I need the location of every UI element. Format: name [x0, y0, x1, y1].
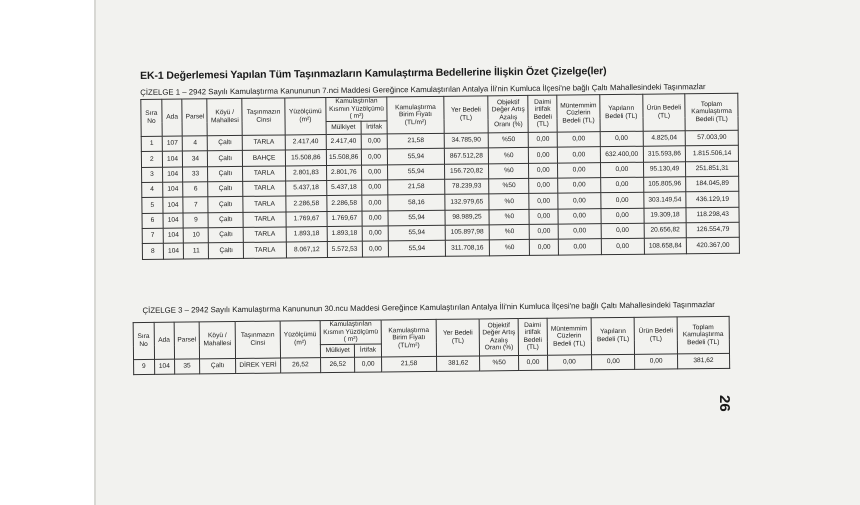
cell-yapilarin: 0,00 — [601, 223, 644, 239]
cell-yer: 78.239,93 — [444, 179, 489, 195]
cell-mutemmim: 0,00 — [558, 239, 601, 255]
col-yapilarin: Yapıların Bedeli (TL) — [591, 317, 635, 354]
cell-cins: TARLA — [243, 212, 286, 228]
col-birim: Kamulaştırma Birim Fiyatı (TL/m²) — [387, 96, 444, 133]
cell-toplam: 118.298,43 — [686, 207, 739, 223]
cell-yuzolcum: 26,52 — [280, 357, 321, 373]
cell-cins: TARLA — [243, 165, 286, 181]
cell-objektif: %50 — [479, 355, 519, 371]
cell-objektif: %0 — [489, 225, 529, 241]
cell-mulkiyet: 2.801,76 — [326, 165, 361, 181]
col-yer: Yer Bedeli (TL) — [443, 96, 488, 133]
col-yer: Yer Bedeli (TL) — [436, 319, 479, 356]
cell-cins: TARLA — [244, 242, 287, 258]
cell-yer: 105.897,98 — [445, 225, 490, 241]
cell-sira: 9 — [134, 359, 155, 375]
cell-irtifak: 0,00 — [361, 134, 388, 150]
col-objektif: Objektif Değer Artış Azalış Oranı (%) — [488, 95, 529, 132]
cell-yer: 156.720,82 — [444, 163, 489, 179]
cell-urun: 315.593,86 — [643, 146, 686, 162]
cell-cins: TARLA — [243, 196, 286, 212]
cell-ada: 104 — [162, 167, 183, 183]
cell-birim: 55,94 — [388, 148, 444, 164]
cell-birim: 21,58 — [381, 356, 437, 372]
cell-koy: Çaltı — [208, 135, 243, 151]
cell-yuzolcum: 1.893,18 — [286, 227, 327, 243]
col-toplam: Toplam Kamulaştırma Bedeli (TL) — [685, 93, 738, 130]
col-mulkiyet: Mülkiyet — [326, 121, 361, 134]
cell-parsel: 6 — [183, 182, 208, 198]
col-parsel: Parsel — [182, 99, 207, 136]
table1-body — [141, 130, 739, 259]
cell-mulkiyet: 15.508,86 — [326, 149, 361, 165]
cell-daimi: 0,00 — [529, 209, 558, 225]
cell-daimi: 0,00 — [529, 193, 558, 209]
cell-daimi: 0,00 — [519, 355, 547, 371]
cell-urun: 20.656,82 — [644, 223, 687, 239]
cell-daimi: 0,00 — [530, 240, 559, 256]
cell-cins: TARLA — [243, 227, 286, 243]
cell-daimi: 0,00 — [529, 132, 558, 148]
cell-sira: 2 — [141, 151, 162, 167]
cell-urun: 105.805,96 — [643, 177, 686, 193]
table3-caption: ÇİZELGE 3 – 2942 Sayılı Kamulaştırma Kanununun 30.ncu Maddesi Gereğince Kamulaştırılan Antalya İli'nin Kumluca İlçesi'ne bağlı Çaltı Mahallesindeki Taşınmazlar — [142, 299, 715, 315]
cell-yer: 311.708,16 — [445, 240, 490, 256]
cell-parsel: 33 — [183, 166, 208, 182]
col-daimi: Daimi irtifak Bedeli (TL) — [518, 318, 547, 355]
cell-parsel: 11 — [184, 243, 209, 259]
cell-ada: 104 — [162, 182, 183, 198]
cell-sira: 4 — [142, 182, 163, 198]
cell-toplam: 436.129,19 — [686, 192, 739, 208]
cell-koy: Çaltı — [208, 181, 243, 197]
table1 — [140, 93, 740, 260]
cell-objektif: %0 — [489, 148, 529, 164]
cell-objektif: %0 — [489, 209, 529, 225]
cell-cins: TARLA — [243, 181, 286, 197]
col-toplam: Toplam Kamulaştırma Bedeli (TL) — [677, 316, 730, 353]
cell-daimi: 0,00 — [530, 224, 559, 240]
cell-parsel: 4 — [183, 136, 208, 152]
cell-sira: 6 — [142, 213, 163, 229]
cell-ada: 104 — [163, 228, 184, 244]
cell-sira: 5 — [142, 198, 163, 214]
cell-toplam: 1.815.506,14 — [686, 145, 739, 161]
col-cins: Taşınmazın Cinsi — [242, 98, 285, 135]
col-yuzolcum: Yüzölçümü (m²) — [285, 98, 326, 135]
cell-mutemmim: 0,00 — [558, 193, 601, 209]
cell-yer: 132.979,65 — [444, 194, 489, 210]
cell-mulkiyet: 5.437,18 — [326, 180, 361, 196]
cell-urun: 19.309,18 — [644, 207, 687, 223]
cell-sira: 1 — [141, 136, 162, 152]
cell-birim: 55,94 — [389, 225, 445, 241]
col-objektif: Objektif Değer Artış Azalış Oranı (%) — [479, 319, 519, 356]
cell-birim: 55,94 — [388, 164, 444, 180]
cell-parsel: 10 — [184, 228, 209, 244]
cell-mulkiyet: 2.417,40 — [326, 134, 361, 150]
cell-birim: 21,58 — [388, 179, 444, 195]
cell-yuzolcum: 5.437,18 — [286, 180, 327, 196]
cell-irtifak: 0,00 — [362, 226, 389, 242]
col-koy: Köyü / Mahallesi — [207, 98, 242, 135]
col-koy: Köyü / Mahallesi — [199, 322, 236, 359]
cell-mutemmim: 0,00 — [558, 162, 601, 178]
cell-irtifak: 0,00 — [361, 180, 388, 196]
cell-koy: Çaltı — [199, 358, 236, 374]
cell-irtifak: 0,00 — [362, 211, 389, 227]
cell-birim: 55,94 — [389, 241, 445, 257]
cell-sira: 7 — [142, 228, 163, 244]
cell-urun: 303.149,54 — [643, 192, 686, 208]
col-yuzolcum: Yüzölçümü (m²) — [280, 321, 321, 358]
col-urun: Ürün Bedeli (TL) — [634, 317, 677, 354]
cell-objektif: %0 — [490, 240, 530, 256]
cell-birim: 55,94 — [388, 210, 444, 226]
cell-yapilarin: 632.400,00 — [600, 146, 643, 162]
cell-yuzolcum: 1.769,67 — [286, 211, 327, 227]
cell-parsel: 7 — [183, 197, 208, 213]
cell-irtifak: 0,00 — [361, 149, 388, 165]
col-irtifak: İrtifak — [355, 344, 381, 357]
cell-koy: Çaltı — [208, 197, 243, 213]
col-sira: Sıra No — [141, 99, 162, 136]
cell-toplam: 184.045,89 — [686, 176, 739, 192]
cell-mulkiyet: 1.893,18 — [327, 226, 362, 242]
cell-irtifak: 0,00 — [361, 164, 388, 180]
cell-ada: 104 — [154, 359, 175, 375]
cell-mulkiyet: 1.769,67 — [327, 211, 362, 227]
cell-toplam: 381,62 — [677, 353, 729, 369]
table1-caption: ÇİZELGE 1 – 2942 Sayılı Kamulaştırma Kanununun 7.nci Maddesi Gereğince Kamulaştırılan Antalya İli'nin Kumluca İlçesi'ne bağlı Çaltı Mahallesindeki Taşınmazlar — [140, 82, 706, 97]
cell-parsel: 35 — [175, 359, 200, 375]
cell-mutemmim: 0,00 — [547, 355, 592, 371]
document-content — [137, 64, 742, 371]
cell-mulkiyet: 5.572,53 — [327, 242, 362, 258]
cell-ada: 104 — [163, 213, 184, 229]
cell-cins: TARLA — [242, 135, 285, 151]
col-mutemmim: Müntemmim Cüzlerin Bedeli (TL) — [557, 95, 600, 132]
cell-cins: DİREK YERİ — [236, 358, 280, 374]
cell-yuzolcum: 2.286,58 — [286, 196, 327, 212]
col-kismin: Kamulaştırılan Kısmın Yüzölçümü ( m²) — [326, 97, 388, 121]
col-irtifak: İrtifak — [361, 121, 388, 134]
cell-mutemmim: 0,00 — [558, 208, 601, 224]
cell-daimi: 0,00 — [529, 178, 558, 194]
cell-yuzolcum: 2.801,83 — [285, 165, 326, 181]
cell-sira: 3 — [142, 167, 163, 183]
cell-objektif: %0 — [489, 194, 529, 210]
cell-yer: 98.989,25 — [445, 210, 490, 226]
cell-daimi: 0,00 — [529, 147, 558, 163]
cell-urun: 0,00 — [635, 354, 678, 370]
cell-objektif: %50 — [489, 178, 529, 194]
cell-irtifak: 0,00 — [362, 195, 389, 211]
cell-objektif: %0 — [489, 163, 529, 179]
cell-yer: 381,62 — [437, 356, 480, 372]
cell-koy: Çaltı — [208, 166, 243, 182]
cell-parsel: 34 — [183, 151, 208, 167]
cell-yapilarin: 0,00 — [601, 193, 644, 209]
cell-toplam: 126.554,79 — [686, 222, 739, 238]
cell-cins: BAHÇE — [243, 150, 286, 166]
col-urun: Ürün Bedeli (TL) — [642, 94, 685, 131]
col-sira: Sıra No — [133, 322, 154, 359]
cell-koy: Çaltı — [208, 212, 243, 228]
cell-urun: 95.130,49 — [643, 161, 686, 177]
cell-ada: 104 — [163, 244, 184, 260]
cell-mutemmim: 0,00 — [557, 131, 600, 147]
col-cins: Taşınmazın Cinsi — [235, 321, 280, 358]
cell-toplam: 251.851,31 — [686, 161, 739, 177]
cell-koy: Çaltı — [208, 151, 243, 167]
cell-urun: 108.658,84 — [644, 238, 687, 254]
col-yapilarin: Yapıların Bedeli (TL) — [600, 94, 643, 131]
cell-yer: 867.512,28 — [444, 148, 489, 164]
cell-mutemmim: 0,00 — [558, 224, 601, 240]
cell-mutemmim: 0,00 — [557, 147, 600, 163]
cell-ada: 104 — [163, 197, 184, 213]
cell-yer: 34.785,90 — [444, 133, 489, 149]
cell-sira: 8 — [142, 244, 163, 260]
document-title: EK-1 Değerlemesi Yapılan Tüm Taşınmazların Kamulaştırma Bedellerine İlişkin Özet Çizelge(ler) — [140, 65, 607, 82]
cell-yapilarin: 0,00 — [601, 239, 644, 255]
col-ada: Ada — [154, 322, 175, 359]
cell-yapilarin: 0,00 — [601, 177, 644, 193]
cell-yuzolcum: 8.067,12 — [286, 242, 327, 258]
cell-ada: 107 — [162, 136, 183, 152]
col-birim: Kamulaştırma Birim Fiyatı (TL/m²) — [381, 319, 437, 356]
col-mutemmim: Müntemmim Cüzlerin Bedeli (TL) — [547, 318, 592, 355]
cell-yapilarin: 0,00 — [600, 162, 643, 178]
cell-yapilarin: 0,00 — [601, 208, 644, 224]
col-parsel: Parsel — [174, 322, 199, 359]
cell-objektif: %50 — [488, 132, 528, 148]
cell-toplam: 57.003,90 — [685, 130, 738, 146]
cell-ada: 104 — [162, 151, 183, 167]
cell-koy: Çaltı — [209, 243, 244, 259]
cell-mulkiyet: 26,52 — [321, 357, 355, 373]
col-daimi: Daimi irtifak Bedeli (TL) — [528, 95, 557, 132]
col-kismin: Kamulaştırılan Kısmın Yüzölçümü ( m²) — [320, 320, 381, 344]
cell-parsel: 9 — [183, 212, 208, 228]
cell-mutemmim: 0,00 — [558, 178, 601, 194]
page-number: 26 — [716, 395, 733, 412]
cell-urun: 4.825,04 — [643, 131, 686, 147]
cell-toplam: 420.367,00 — [687, 238, 740, 254]
cell-irtifak: 0,00 — [355, 357, 381, 373]
cell-birim: 58,16 — [388, 195, 444, 211]
col-ada: Ada — [162, 99, 183, 136]
cell-mulkiyet: 2.286,58 — [327, 195, 362, 211]
cell-birim: 21,58 — [388, 133, 444, 149]
col-mulkiyet: Mülkiyet — [320, 344, 354, 357]
cell-yuzolcum: 2.417,40 — [285, 134, 326, 150]
cell-irtifak: 0,00 — [362, 241, 389, 257]
cell-yuzolcum: 15.508,86 — [285, 150, 326, 166]
cell-yapilarin: 0,00 — [600, 131, 643, 147]
cell-yapilarin: 0,00 — [592, 354, 635, 370]
cell-koy: Çaltı — [209, 228, 244, 244]
table3 — [133, 316, 731, 375]
cell-daimi: 0,00 — [529, 163, 558, 179]
